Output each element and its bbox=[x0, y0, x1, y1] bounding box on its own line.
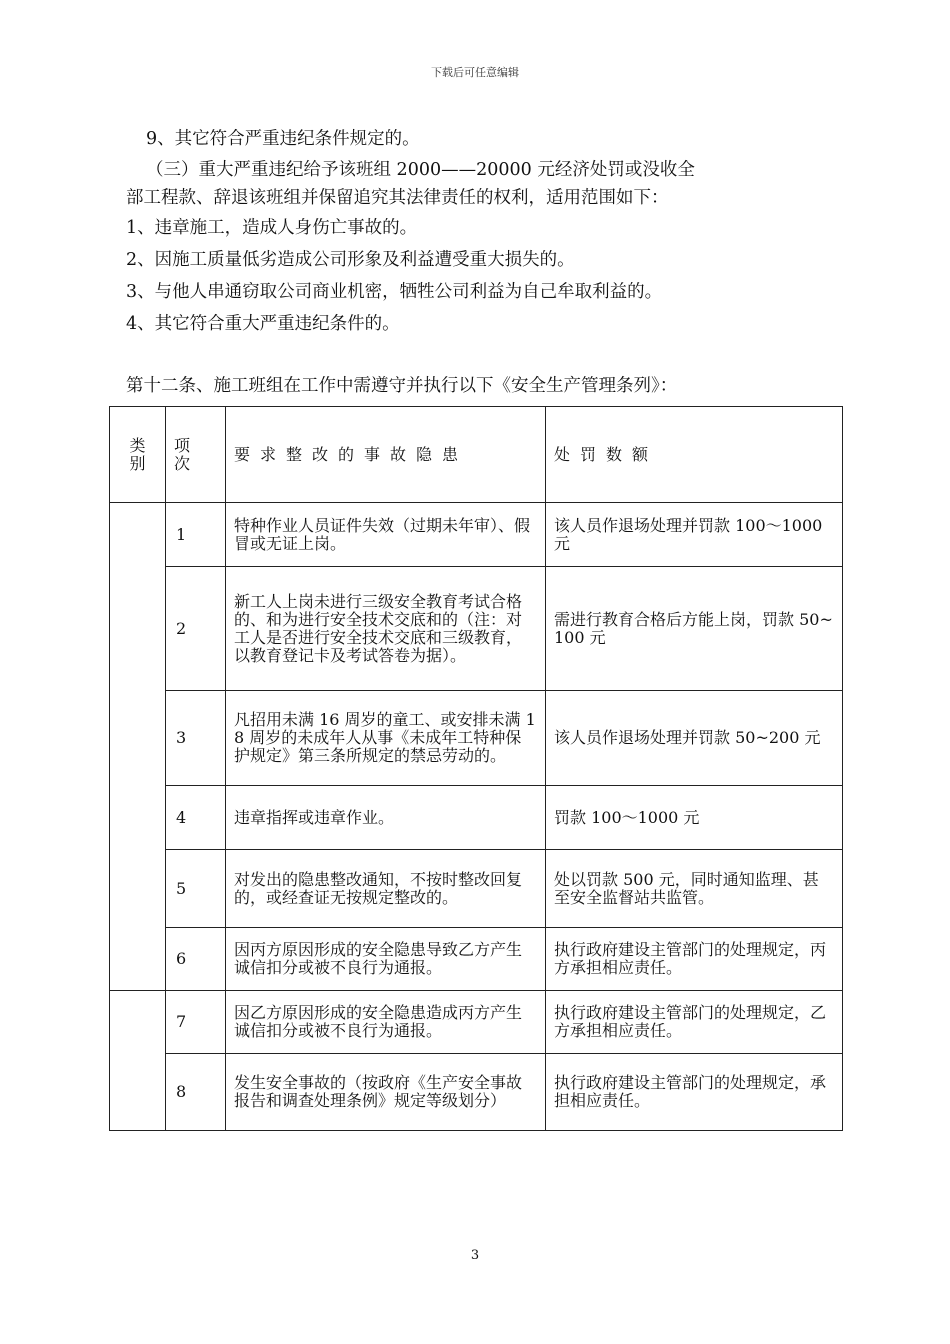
row-hazard: 对发出的隐患整改通知，不按时整改回复的，或经查证无按规定整改的。 bbox=[226, 850, 546, 928]
row-number: 1 bbox=[166, 503, 226, 567]
row-number: 5 bbox=[166, 850, 226, 928]
table-row bbox=[110, 928, 843, 991]
row-number: 3 bbox=[166, 691, 226, 786]
paragraph-article-12: 第十二条、施工班组在工作中需遵守并执行以下《安全生产管理条列》： bbox=[126, 376, 678, 396]
row-penalty: 处以罚款 500 元，同时通知监理、甚至安全监督站共监管。 bbox=[546, 850, 843, 928]
category-cell bbox=[110, 503, 166, 991]
header-penalty: 处罚数额 bbox=[546, 407, 843, 503]
row-hazard: 特种作业人员证件失效（过期未年审）、假冒或无证上岗。 bbox=[226, 503, 546, 567]
row-penalty: 该人员作退场处理并罚款 50~200 元 bbox=[546, 691, 843, 786]
row-penalty: 执行政府建设主管部门的处理规定，丙方承担相应责任。 bbox=[546, 928, 843, 991]
row-hazard: 违章指挥或违章作业。 bbox=[226, 786, 546, 850]
table-header-row bbox=[110, 407, 843, 503]
paragraph-section-3-line-1: （三）重大严重违纪给予该班组 2000——20000 元经济处罚或没收全 bbox=[146, 160, 695, 180]
table-row bbox=[110, 503, 843, 567]
row-penalty: 罚款 100～1000 元 bbox=[546, 786, 843, 850]
paragraph-section-3-line-2: 部工程款、辞退该班组并保留追究其法律责任的权利，适用范围如下： bbox=[126, 188, 669, 208]
table-row bbox=[110, 1054, 843, 1131]
safety-rules-table bbox=[109, 406, 843, 1131]
header-category: 类别 bbox=[110, 407, 166, 503]
category-cell bbox=[110, 991, 166, 1131]
row-number: 6 bbox=[166, 928, 226, 991]
paragraph-item-1: 1、违章施工，造成人身伤亡事故的。 bbox=[126, 218, 418, 238]
row-hazard: 因丙方原因形成的安全隐患导致乙方产生诚信扣分或被不良行为通报。 bbox=[226, 928, 546, 991]
row-number: 8 bbox=[166, 1054, 226, 1131]
header-item-no: 项次 bbox=[166, 407, 226, 503]
paragraph-item-9: 9、其它符合严重违纪条件规定的。 bbox=[146, 129, 420, 149]
table-row bbox=[110, 691, 843, 786]
row-penalty: 该人员作退场处理并罚款 100～1000 元 bbox=[546, 503, 843, 567]
page-number: 3 bbox=[470, 1248, 480, 1263]
row-number: 7 bbox=[166, 991, 226, 1054]
paragraph-item-3: 3、与他人串通窃取公司商业机密，牺牲公司利益为自己牟取利益的。 bbox=[126, 282, 663, 302]
table-row bbox=[110, 567, 843, 691]
row-hazard: 新工人上岗未进行三级安全教育考试合格的、和为进行安全技术交底和的（注：对工人是否进行安全技术交底和三级教育，以教育登记卡及考试答卷为据）。 bbox=[226, 567, 546, 691]
table-row bbox=[110, 991, 843, 1054]
table-row bbox=[110, 786, 843, 850]
table-row bbox=[110, 850, 843, 928]
row-penalty: 执行政府建设主管部门的处理规定，承担相应责任。 bbox=[546, 1054, 843, 1131]
row-hazard: 发生安全事故的（按政府《生产安全事故报告和调查处理条例》规定等级划分） bbox=[226, 1054, 546, 1131]
paragraph-item-4: 4、其它符合重大严重违纪条件的。 bbox=[126, 314, 400, 334]
paragraph-item-2: 2、因施工质量低劣造成公司形象及利益遭受重大损失的。 bbox=[126, 250, 575, 270]
row-penalty: 执行政府建设主管部门的处理规定，乙方承担相应责任。 bbox=[546, 991, 843, 1054]
row-number: 4 bbox=[166, 786, 226, 850]
row-hazard: 因乙方原因形成的安全隐患造成丙方产生诚信扣分或被不良行为通报。 bbox=[226, 991, 546, 1054]
header-hazard: 要求整改的事故隐患 bbox=[226, 407, 546, 503]
row-hazard: 凡招用未满 16 周岁的童工、或安排未满 18 周岁的未成年人从事《未成年工特种保护规定》第三条所规定的禁忌劳动的。 bbox=[226, 691, 546, 786]
row-number: 2 bbox=[166, 567, 226, 691]
header-note: 下载后可任意编辑 bbox=[431, 66, 519, 79]
row-penalty: 需进行教育合格后方能上岗，罚款 50~100 元 bbox=[546, 567, 843, 691]
